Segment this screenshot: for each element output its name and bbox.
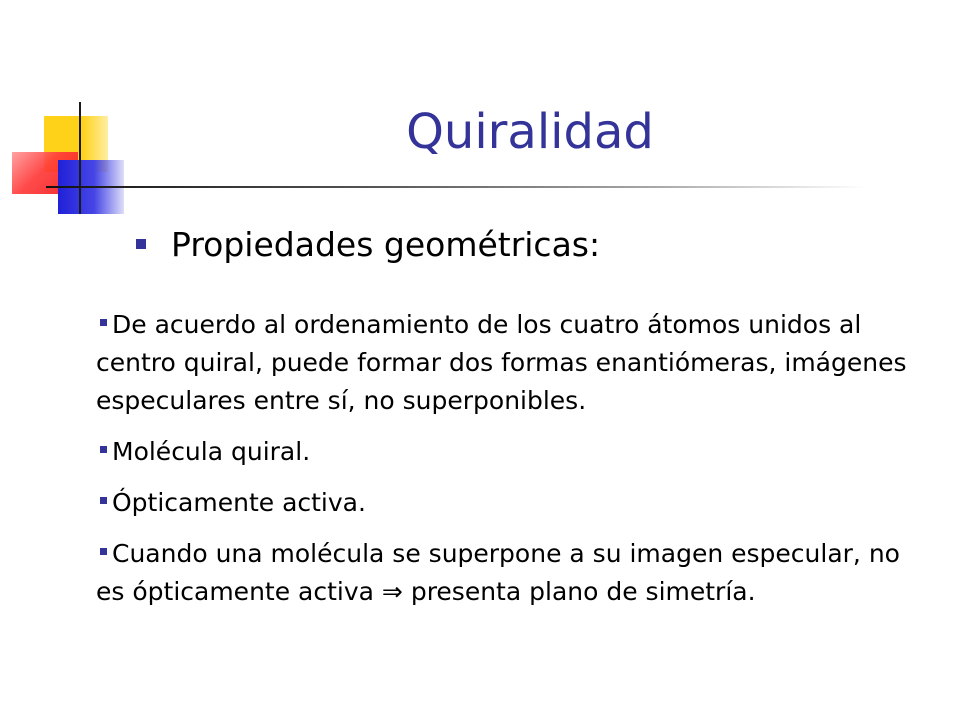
list-item-text: Molécula quiral. <box>112 437 311 466</box>
title-underline-rule <box>46 186 866 188</box>
corner-logo-decoration <box>0 0 140 230</box>
square-bullet-icon <box>100 497 107 504</box>
list-item <box>96 306 924 420</box>
list-item <box>96 484 924 522</box>
list-item-text: presenta plano de simetría. <box>410 577 756 606</box>
list-item-text: Ópticamente activa. <box>112 488 366 517</box>
square-bullet-icon <box>100 548 107 555</box>
list-item <box>96 535 924 611</box>
main-bullet-text: Propiedades geométricas: <box>171 224 601 264</box>
implies-arrow-icon: ⇒ <box>381 577 403 606</box>
square-bullet-icon <box>100 319 107 326</box>
sub-bullet-list <box>96 306 924 624</box>
list-item-text: De acuerdo al ordenamiento de los cuatro átomos unidos al centro quiral, puede formar dos formas enantiómeras, imágenes especulares entre sí, no superponibles. <box>96 310 907 415</box>
list-item <box>96 433 924 471</box>
slide-title: Quiralidad <box>406 104 654 160</box>
square-bullet-icon <box>136 239 146 249</box>
list-item-text: Cuando una molécula se superpone a su imagen especular, no es ópticamente activa <box>96 539 900 606</box>
main-bullet <box>136 220 600 268</box>
square-bullet-icon <box>100 446 107 453</box>
vertical-rule <box>79 102 81 214</box>
